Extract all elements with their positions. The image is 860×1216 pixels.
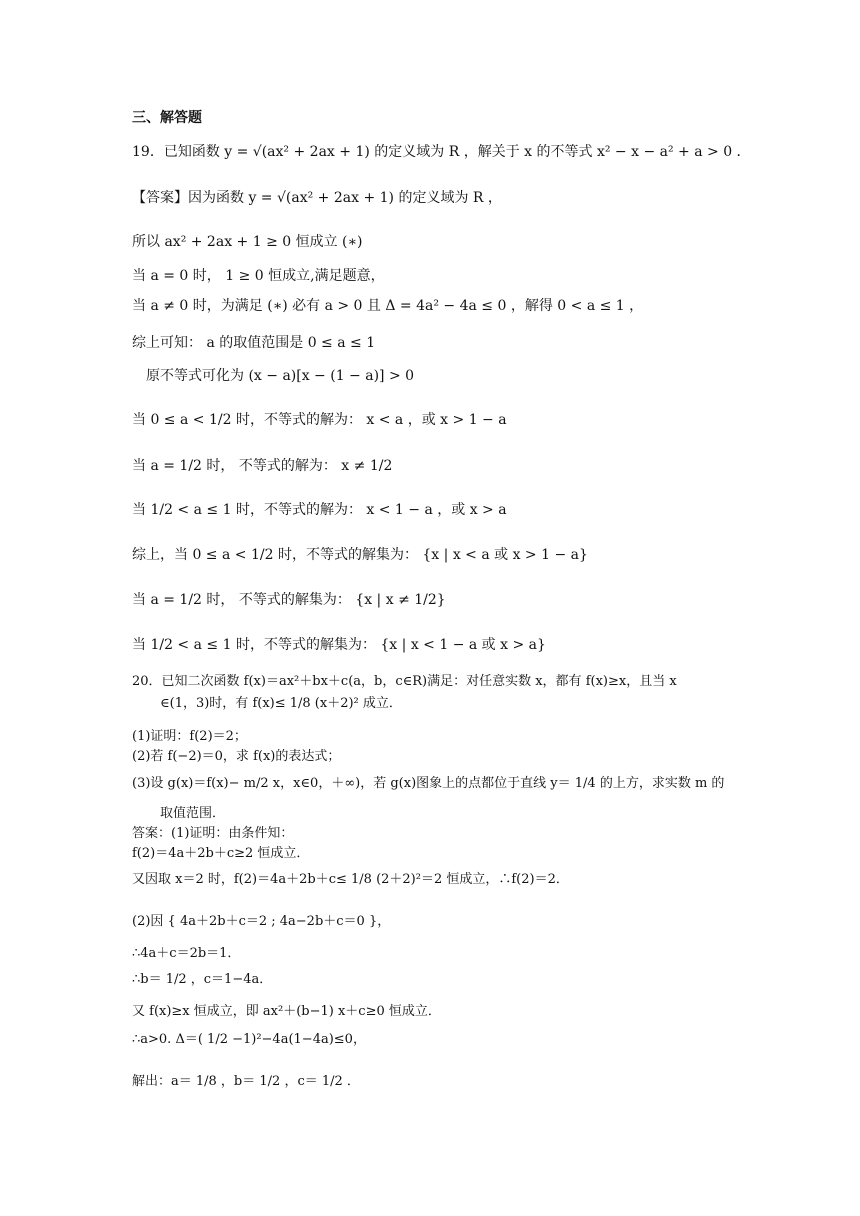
q19-answer-line: 当 a = 1/2 时， 不等式的解为： x ≠ 1/2	[132, 458, 393, 474]
q19-answer-line: 当 a = 0 时， 1 ≥ 0 恒成立,满足题意，	[132, 268, 385, 284]
q20-answer-line: 解出：a＝ 1/8 ，b＝ 1/2 ，c＝ 1/2 ．	[132, 1074, 360, 1089]
q20-answer-line: 又 f(x)≥x 恒成立，即 ax²＋(b−1) x＋c≥0 恒成立．	[132, 1004, 441, 1019]
q20-part-3b: 取值范围．	[160, 806, 226, 821]
q20-answer-line: f(2)＝4a＋2b＋c≥2 恒成立．	[132, 846, 310, 861]
q20-answer-line: ∴4a＋c＝2b＝1．	[132, 946, 241, 961]
q20-answer-line: 答案：(1)证明：由条件知：	[132, 826, 294, 841]
q20-part-2: (2)若 f(−2)＝0，求 f(x)的表达式；	[132, 749, 341, 764]
q19-answer-line: 当 0 ≤ a < 1/2 时，不等式的解为： x < a ，或 x > 1 − a	[132, 412, 507, 428]
q20-answer-line: ∴b＝ 1/2 ，c＝1−4a．	[132, 972, 273, 987]
q20-part-3a: (3)设 g(x)＝f(x)− m/2 x，x∈0，＋∞)，若 g(x)图象上的点都位于直线 y＝ 1/4 的上方，求实数 m 的	[132, 776, 725, 791]
q19-stem	[132, 142, 751, 162]
q19-answer-line: 所以 ax² + 2ax + 1 ≥ 0 恒成立 (∗)	[132, 234, 363, 250]
q19-answer-line: 【答案】因为函数 y = √(ax² + 2ax + 1) 的定义域为 R ，	[132, 190, 502, 206]
q19-answer-line: 当 a ≠ 0 时，为满足 (∗) 必有 a > 0 且 Δ = 4a² − 4a ≤ 0 ，解得 0 < a ≤ 1 ，	[132, 298, 644, 314]
q20-answer-line: (2)因 { 4a＋2b＋c＝2 ; 4a−2b＋c＝0 }，	[132, 914, 391, 929]
q19-answer-line: 综上，当 0 ≤ a < 1/2 时，不等式的解集为： {x | x < a 或 x > 1 − a}	[132, 547, 588, 563]
q20-stem-2: ∈(1，3)时，有 f(x)≤ 1/8 (x＋2)² 成立．	[160, 696, 402, 711]
q19-answer-line: 当 a = 1/2 时， 不等式的解集为： {x | x ≠ 1/2}	[132, 592, 446, 608]
q19-answer-line: 当 1/2 < a ≤ 1 时，不等式的解集为： {x | x < 1 − a 或 x > a}	[132, 637, 546, 653]
q19-answer-line: 原不等式可化为 (x − a)[x − (1 − a)] > 0	[146, 368, 415, 384]
q20-part-1: (1)证明：f(2)＝2；	[132, 729, 247, 744]
q19-stem-text: 19．已知函数 y = √(ax² + 2ax + 1) 的定义域为 R ，解关于 x 的不等式 x² − x − a² + a > 0 ．	[132, 144, 751, 160]
q19-answer-line: 综上可知： a 的取值范围是 0 ≤ a ≤ 1	[132, 335, 376, 351]
q20-stem-1: 20．已知二次函数 f(x)＝ax²＋bx＋c(a，b，c∈R)满足：对任意实数 x，都有 f(x)≥x，且当 x	[132, 674, 677, 689]
q20-answer-line: 又因取 x＝2 时，f(2)＝4a＋2b＋c≤ 1/8 (2＋2)²＝2 恒成立，∴f(2)＝2．	[132, 872, 569, 887]
section-title: 三、解答题	[132, 110, 202, 126]
q19-answer-line: 当 1/2 < a ≤ 1 时，不等式的解为： x < 1 − a ，或 x > a	[132, 502, 507, 518]
q20-answer-line: ∴a>0. Δ＝( 1/2 −1)²−4a(1−4a)≤0，	[132, 1032, 366, 1047]
